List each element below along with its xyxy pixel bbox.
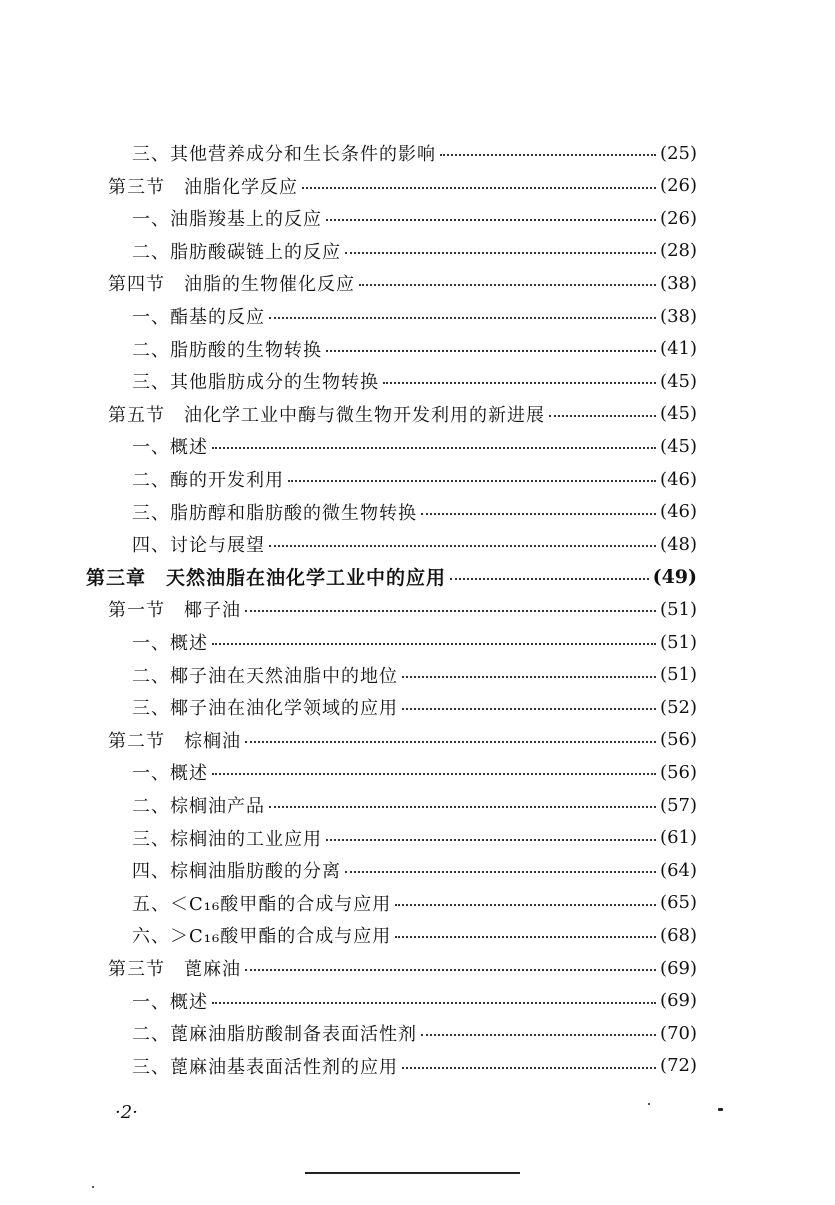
toc-entry-item: [132, 920, 697, 950]
dot-leader: [359, 284, 656, 286]
toc-entry-label: 一、概述: [132, 633, 208, 654]
dot-leader: [421, 513, 656, 515]
toc-entry-section: [108, 171, 697, 201]
toc-entry-chapter: [86, 562, 697, 592]
toc-entry-page: (65): [660, 892, 697, 914]
bottom-rule: [305, 1172, 520, 1174]
toc-entry-item: [132, 334, 697, 364]
dot-leader: [269, 545, 656, 547]
dot-leader: [395, 904, 656, 906]
scan-speck: [718, 1108, 723, 1111]
toc-entry-section: [108, 268, 697, 298]
dot-leader: [326, 350, 656, 352]
toc-entry-page: (45): [660, 403, 697, 425]
dot-leader: [245, 741, 656, 743]
toc-entry-page: (56): [660, 729, 697, 751]
toc-entry-item: [132, 692, 697, 722]
toc-entry-item: [132, 823, 697, 853]
toc-entry-label: 三、其他营养成分和生长条件的影响: [132, 144, 436, 165]
toc-entry-label: 一、概述: [132, 437, 208, 459]
page-number: ·2·: [115, 1102, 138, 1123]
toc-entry-item: [132, 986, 697, 1016]
dot-leader: [269, 317, 656, 319]
dot-leader: [302, 187, 656, 189]
toc-entry-label: 四、棕榈油脂肪酸的分离: [132, 861, 341, 883]
toc-entry-item: [132, 366, 697, 396]
toc-entry-label: 二、椰子油在天然油脂中的地位: [132, 665, 398, 687]
toc-entry-item: [132, 529, 697, 559]
toc-entry-label: 四、讨论与展望: [132, 535, 265, 557]
dot-leader: [245, 969, 656, 971]
toc-entry-item: [132, 757, 697, 787]
toc-entry-label: 三、蓖麻油基表面活性剂的应用: [132, 1056, 398, 1078]
toc-entry-label: 二、脂肪酸碳链上的反应: [132, 241, 341, 263]
toc-entry-item: [132, 627, 697, 657]
toc-entry-page: (46): [660, 468, 697, 490]
toc-entry-item: [132, 203, 697, 233]
toc-entry-item: [132, 1051, 697, 1081]
dot-leader: [212, 643, 656, 645]
toc-entry-page: (72): [660, 1055, 697, 1077]
dot-leader: [395, 936, 656, 938]
dot-leader: [212, 773, 656, 775]
dot-leader: [402, 676, 656, 678]
dot-leader: [402, 1067, 656, 1069]
dot-leader: [326, 839, 656, 841]
toc-entry-label: 三、棕榈油的工业应用: [132, 828, 322, 850]
toc-entry-label: 六、＞C₁₆酸甲酯的合成与应用: [132, 926, 392, 948]
toc-entry-label: 一、酯基的反应: [132, 307, 265, 328]
toc-entry-page: (45): [660, 435, 697, 457]
toc-entry-item: [132, 1018, 697, 1048]
toc-entry-label: 第三节 蓖麻油: [108, 959, 241, 980]
toc-entry-section: [108, 594, 697, 624]
toc-entry-page: (69): [660, 957, 697, 979]
dot-leader: [345, 871, 656, 873]
dot-leader: [269, 806, 656, 808]
dot-leader: [345, 252, 656, 254]
toc-entry-label: 第一节 椰子油: [108, 600, 241, 622]
toc-entry-item: [132, 431, 697, 461]
toc-entry-label: 一、油脂羧基上的反应: [132, 209, 322, 231]
toc-entry-page: (38): [660, 272, 697, 294]
toc-entry-label: 第三节 油脂化学反应: [108, 176, 298, 198]
toc-entry-label: 二、酶的开发利用: [132, 470, 284, 491]
toc-entry-item: [132, 660, 697, 690]
toc-entry-page: (57): [660, 794, 697, 816]
toc-entry-page: (51): [660, 664, 697, 686]
toc-entry-page: (38): [660, 305, 697, 327]
dot-leader: [288, 480, 656, 482]
dot-leader: [402, 708, 656, 710]
toc-entry-label: 二、棕榈油产品: [132, 796, 265, 817]
toc-entry-page: (48): [660, 533, 697, 555]
toc-entry-section: [108, 953, 697, 983]
toc-entry-item: [132, 464, 697, 494]
dot-leader: [440, 154, 656, 156]
dot-leader: [245, 610, 656, 612]
toc-entry-section: [108, 399, 697, 429]
toc-entry-page: (68): [660, 924, 697, 946]
toc-entry-page: (26): [660, 175, 697, 197]
dot-leader: [450, 578, 649, 580]
toc-entry-page: (49): [652, 565, 697, 588]
dot-leader: [212, 1002, 656, 1004]
toc-entry-item: [132, 236, 697, 266]
dot-leader: [549, 415, 656, 417]
dot-leader: [212, 447, 656, 449]
toc-entry-page: (26): [660, 207, 697, 229]
toc-entry-item: [132, 138, 697, 168]
dot-leader: [383, 382, 656, 384]
toc-entry-label: 三、脂肪醇和脂肪酸的微生物转换: [132, 502, 417, 524]
toc-entry-page: (25): [660, 142, 697, 164]
toc-entry-page: (51): [660, 598, 697, 620]
toc-entry-page: (70): [660, 1022, 697, 1044]
dot-leader: [421, 1034, 656, 1036]
dot-leader: [326, 219, 656, 221]
toc-entry-label: 第二节 棕榈油: [108, 730, 241, 752]
scan-speck: [648, 1103, 650, 1105]
toc-entry-page: (61): [660, 827, 697, 849]
toc-entry-label: 三、椰子油在油化学领域的应用: [132, 698, 398, 720]
toc-entry-label: 二、蓖麻油脂肪酸制备表面活性剂: [132, 1024, 417, 1046]
toc-entry-page: (64): [660, 859, 697, 881]
scan-speck: [92, 1186, 94, 1188]
toc-entry-item: [132, 497, 697, 527]
toc-entry-page: (56): [660, 761, 697, 783]
toc-entry-label: 一、概述: [132, 991, 208, 1013]
toc-entry-label: 五、＜C₁₆酸甲酯的合成与应用: [132, 893, 392, 915]
toc-entry-page: (51): [660, 631, 697, 653]
toc-entry-label: 一、概述: [132, 763, 208, 785]
toc-entry-label: 第四节 油脂的生物催化反应: [108, 274, 355, 296]
toc-entry-page: (28): [660, 240, 697, 262]
toc-entry-label: 第三章 天然油脂在油化学工业中的应用: [86, 567, 447, 590]
toc-entry-section: [108, 725, 697, 755]
toc-entry-label: 第五节 油化学工业中酶与微生物开发利用的新进展: [108, 404, 545, 426]
toc-entry-item: [132, 855, 697, 885]
toc-entry-item: [132, 301, 697, 331]
toc-entry-item: [132, 790, 697, 820]
toc-entry-item: [132, 888, 697, 918]
toc-entry-page: (41): [660, 338, 697, 360]
toc-entry-page: (46): [660, 501, 697, 523]
toc-entry-page: (52): [660, 696, 697, 718]
toc-entry-label: 三、其他脂肪成分的生物转换: [132, 372, 379, 394]
toc-entry-page: (45): [660, 370, 697, 392]
toc-entry-page: (69): [660, 990, 697, 1012]
toc-entry-label: 二、脂肪酸的生物转换: [132, 339, 322, 361]
